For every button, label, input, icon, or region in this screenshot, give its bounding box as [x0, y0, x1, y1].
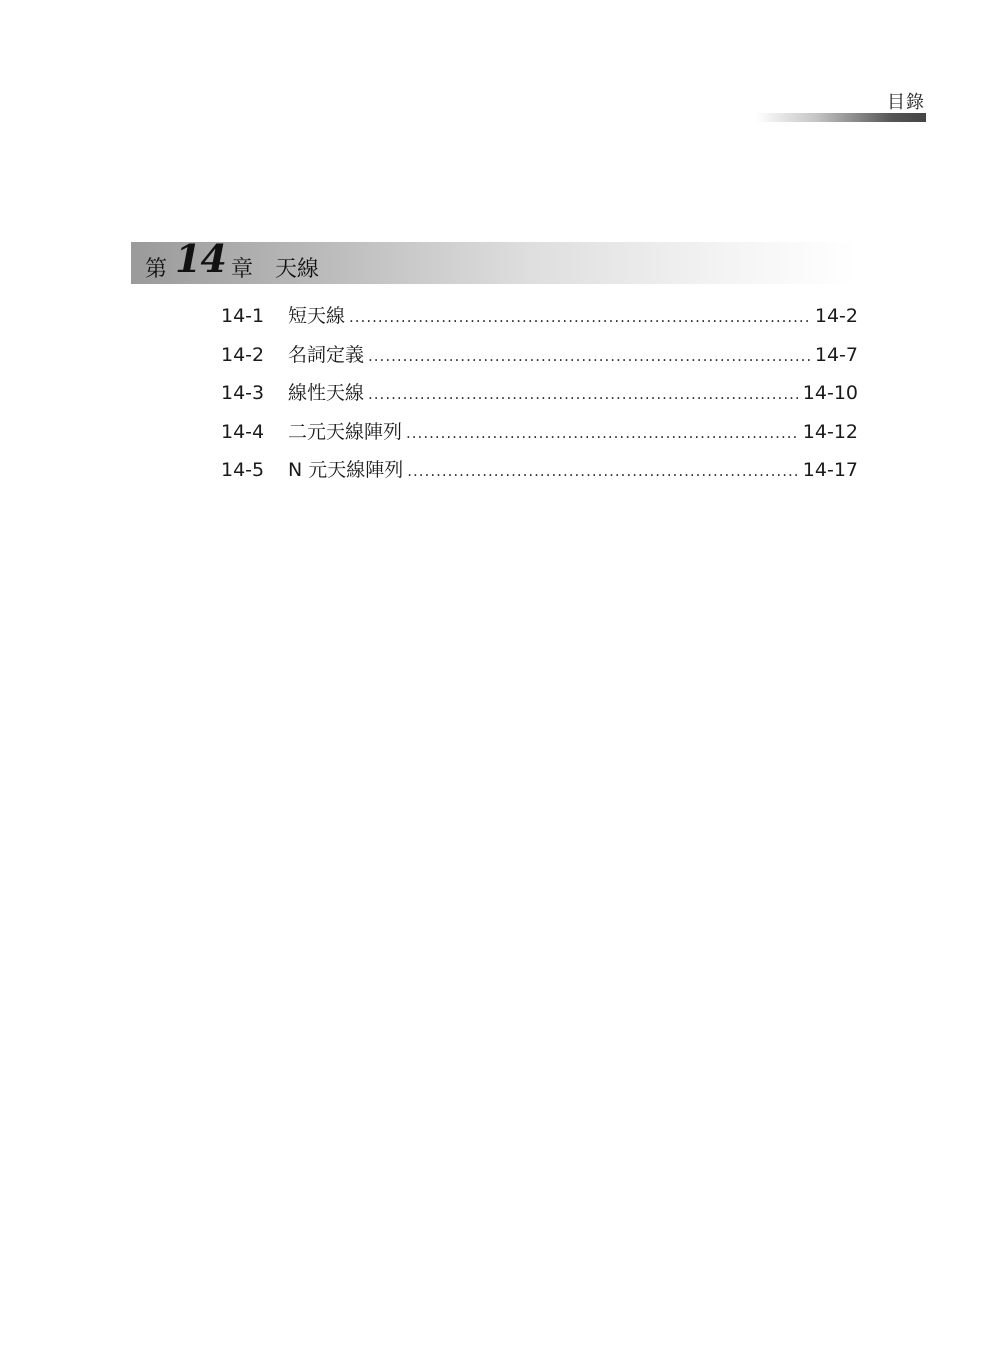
toc-entry-number: 14-5: [221, 459, 265, 481]
toc-entry[interactable]: [221, 378, 858, 417]
toc-leader-dots: [349, 308, 811, 326]
toc-entry[interactable]: [221, 301, 858, 340]
toc-entry-number: 14-2: [221, 343, 265, 366]
toc-entry-page: 14-17: [802, 459, 858, 481]
toc-leader-dots: [406, 424, 799, 442]
toc-entry-page: 14-7: [814, 343, 858, 366]
toc-entry-number: 14-4: [221, 420, 265, 443]
toc-entry[interactable]: [221, 455, 858, 494]
toc-entry-title: 短天線: [288, 305, 346, 327]
toc-entry-number: 14-3: [221, 382, 265, 404]
chapter-prefix: 第: [145, 257, 168, 282]
toc-leader-dots: [407, 462, 799, 480]
toc-entry-number: 14-1: [221, 305, 265, 327]
toc-entry-page: 14-12: [802, 420, 858, 443]
toc-leader-dots: [368, 347, 811, 365]
toc-entry-title: 二元天線陣列: [288, 420, 403, 443]
toc-entry[interactable]: [221, 417, 858, 456]
toc-entry-page: 14-10: [802, 382, 858, 404]
table-of-contents: [221, 301, 858, 494]
chapter-suffix: 章: [231, 257, 254, 282]
running-head: 目錄: [887, 92, 925, 113]
toc-entry-title: 名詞定義: [288, 343, 365, 366]
chapter-number: 14: [175, 236, 226, 281]
toc-entry-page: 14-2: [814, 305, 858, 327]
running-head-bar: [756, 113, 926, 122]
toc-entry[interactable]: [221, 340, 858, 379]
toc-leader-dots: [368, 385, 799, 403]
toc-entry-title: 線性天線: [288, 382, 365, 404]
toc-entry-title: N 元天線陣列: [288, 459, 404, 481]
chapter-title: 天線: [275, 257, 320, 282]
